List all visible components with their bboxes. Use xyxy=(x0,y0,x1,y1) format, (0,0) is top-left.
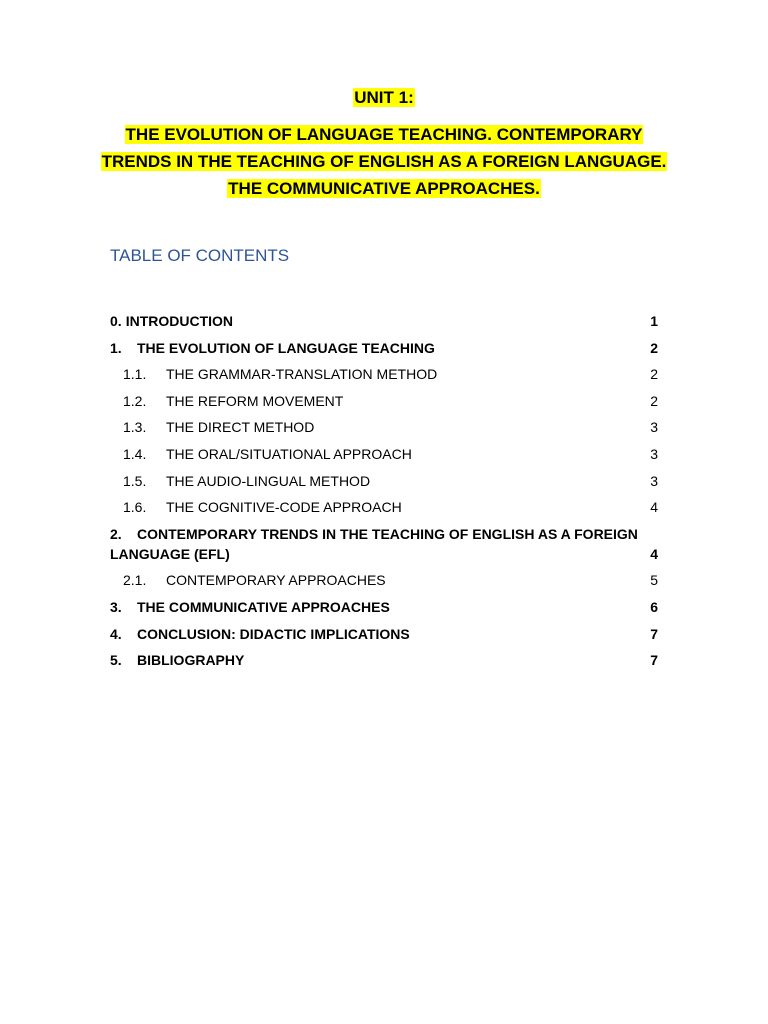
toc-entry-number: 2.1. xyxy=(123,572,147,589)
toc-entry-number: 1.5. xyxy=(123,472,147,489)
main-title-text: THE EVOLUTION OF LANGUAGE TEACHING. CONTEMPORARY TRENDS IN THE TEACHING OF ENGLISH AS A FOREIGN LANGUAGE. THE COMMUNICATIVE APPROACHES. xyxy=(101,125,667,198)
toc-entry-label: THE AUDIO-LINGUAL METHOD xyxy=(166,472,371,489)
toc-entry-page: 4 xyxy=(650,545,658,562)
toc-heading: TABLE OF CONTENTS xyxy=(110,246,290,265)
toc-entry-page: 3 xyxy=(650,445,658,462)
toc-entry-oral-situational[interactable] xyxy=(110,444,658,464)
toc-entry-label: BIBLIOGRAPHY xyxy=(137,652,245,669)
toc-entry-number: 0. xyxy=(110,313,122,329)
toc-entry-page: 3 xyxy=(650,419,658,436)
toc-entry-bibliography[interactable] xyxy=(110,650,658,670)
toc-entry-number: 1.6. xyxy=(123,499,147,516)
toc-entry-contemporary-trends[interactable] xyxy=(110,524,658,564)
toc-entry-number: 1.2. xyxy=(123,392,147,409)
toc-entry-number: 1.4. xyxy=(123,445,147,462)
toc-entry-page: 5 xyxy=(650,572,658,589)
toc-entry-label: CONTEMPORARY TRENDS IN THE TEACHING OF ENGLISH AS A FOREIGN LANGUAGE (EFL) xyxy=(110,525,638,562)
toc-entry-page: 3 xyxy=(650,472,658,489)
unit-title-text: UNIT 1: xyxy=(354,88,414,107)
toc-entry-contemporary-approaches[interactable] xyxy=(110,570,658,590)
toc-entry-number: 5. xyxy=(110,652,122,669)
toc-entry-page: 4 xyxy=(650,499,658,516)
unit-title xyxy=(0,88,768,108)
toc-entry-page: 2 xyxy=(650,392,658,409)
toc-entry-audio-lingual[interactable] xyxy=(110,471,658,491)
toc-entry-label: THE EVOLUTION OF LANGUAGE TEACHING xyxy=(137,339,435,356)
toc-entry-number: 2. xyxy=(110,525,122,542)
toc-entry-label: CONCLUSION: DIDACTIC IMPLICATIONS xyxy=(137,625,410,642)
main-title xyxy=(100,121,668,202)
toc-entry-label: THE COGNITIVE-CODE APPROACH xyxy=(166,499,402,516)
toc-entry-direct-method[interactable] xyxy=(110,417,658,437)
toc-entry-label: THE DIRECT METHOD xyxy=(166,419,315,436)
toc-entry-label: THE ORAL/SITUATIONAL APPROACH xyxy=(166,445,412,462)
toc-entry-grammar-translation[interactable] xyxy=(110,364,658,384)
toc-entry-label: INTRODUCTION xyxy=(125,313,234,329)
toc-entry-page: 1 xyxy=(650,313,658,329)
table-of-contents xyxy=(110,311,658,677)
toc-entry-page: 6 xyxy=(650,598,658,615)
toc-entry-label: THE COMMUNICATIVE APPROACHES xyxy=(137,598,390,615)
toc-entry-introduction[interactable] xyxy=(110,311,658,331)
toc-entry-number: 1.3. xyxy=(123,419,147,436)
toc-entry-conclusion[interactable] xyxy=(110,624,658,644)
toc-entry-page: 7 xyxy=(650,652,658,669)
toc-entry-number: 3. xyxy=(110,598,122,615)
toc-entry-evolution[interactable] xyxy=(110,338,658,358)
toc-entry-cognitive-code[interactable] xyxy=(110,497,658,517)
toc-entry-reform-movement[interactable] xyxy=(110,391,658,411)
toc-entry-page: 2 xyxy=(650,339,658,356)
toc-entry-communicative-approaches[interactable] xyxy=(110,597,658,617)
toc-entry-number: 4. xyxy=(110,625,122,642)
toc-entry-page: 7 xyxy=(650,625,658,642)
toc-entry-label: THE GRAMMAR-TRANSLATION METHOD xyxy=(166,366,438,383)
toc-entry-number: 1. xyxy=(110,339,122,356)
toc-entry-number: 1.1. xyxy=(123,366,147,383)
toc-entry-label: THE REFORM MOVEMENT xyxy=(166,392,344,409)
toc-entry-label: CONTEMPORARY APPROACHES xyxy=(166,572,386,589)
toc-entry-page: 2 xyxy=(650,366,658,383)
